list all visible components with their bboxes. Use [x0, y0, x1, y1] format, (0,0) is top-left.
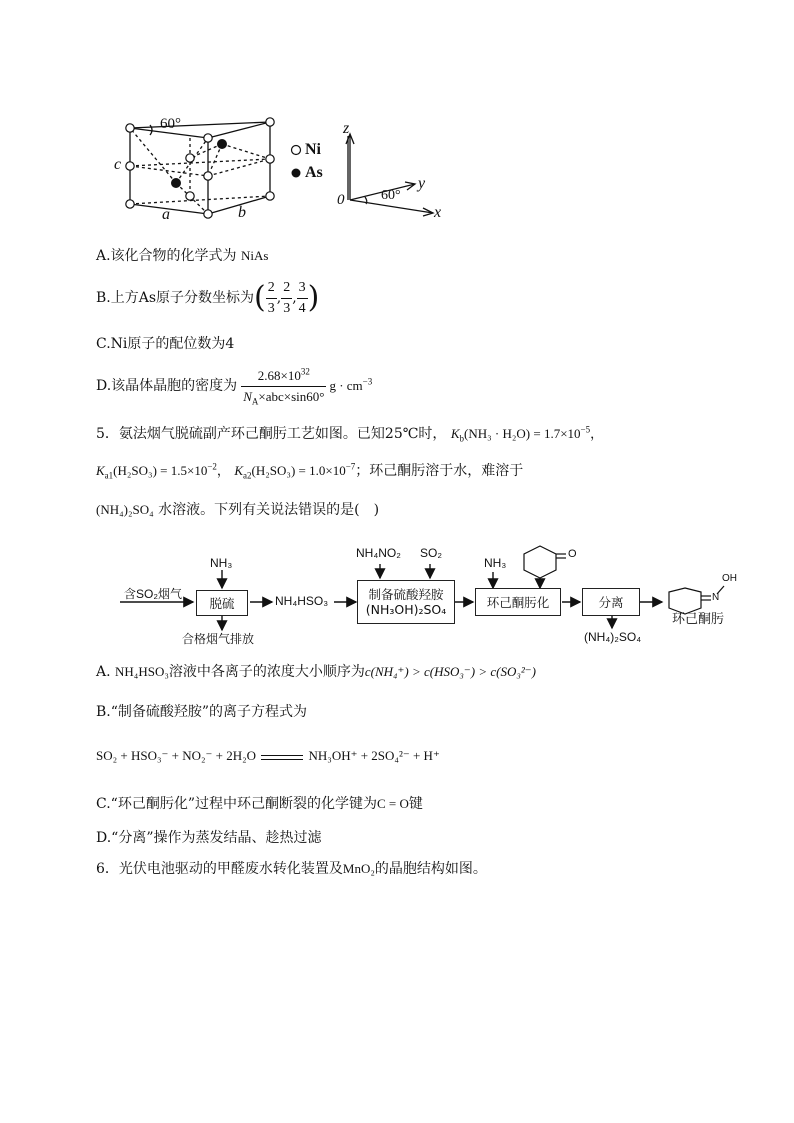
kb-expression: $K_b(NH_3 \cdot H_2O) = 1.7\times 10^{-5}$， [450, 424, 604, 444]
flow-ketone-oxygen: O [568, 548, 577, 560]
flow-oxime-n: N [712, 592, 720, 603]
q5-stem-line2 [96, 461, 523, 481]
q6-stem-text: 6．光伏电池驱动的甲醛废水转化装置及 [96, 861, 343, 877]
equation-equals-sign [261, 755, 303, 760]
q6-formula: MnO₂ [342, 861, 375, 876]
flow-exhaust: 合格烟气排放 [182, 632, 255, 646]
q4-option-a-text: A.该化合物的化学式为 [96, 248, 237, 264]
q5-option-c [96, 794, 423, 814]
flow-nh3-2: NH₃ [484, 556, 507, 570]
flow-nh4hso3: NH₄HSO₃ [275, 594, 329, 608]
q5-ionic-equation [96, 746, 440, 766]
q4-option-c: C.Ni原子的配位数为4 [96, 336, 235, 352]
q5-stem-text: 5．氨法烟气脱硫副产环己酮肟工艺如图。已知25℃时， [96, 426, 447, 442]
q4-option-b-text: B.上方As原子分数坐标为 [96, 290, 255, 306]
flow-input-gas: 含SO₂烟气 [124, 587, 182, 601]
q5-stem-line1 [96, 424, 603, 444]
axis-y-label: y [418, 175, 426, 192]
paren-left: ( [254, 280, 266, 315]
flow-nh4no2: NH₄NO₂ [356, 546, 401, 560]
q5-option-c-bond: C = O [376, 796, 409, 811]
flow-byproduct: (NH₄)₂SO₄ [584, 630, 642, 644]
q5-option-d: D.“分离”操作为蒸发结晶、趁热过滤 [96, 830, 322, 846]
axis-angle-label: 60° [381, 188, 401, 203]
q5-option-b: B.“制备硫酸羟胺”的离子方程式为 [96, 704, 308, 720]
flow-oxime-oh: OH [722, 573, 737, 584]
q5-option-a-formula: NH₄HSO₃ [115, 664, 169, 679]
q4-option-d-text: D.该晶体晶胞的密度为 [96, 378, 238, 394]
axis-origin-label: 0 [337, 192, 345, 208]
coordinate-axes [335, 120, 445, 220]
q5-option-c-tail: 键 [408, 796, 423, 812]
flow-box-desulfurization: 脱硫 [196, 590, 248, 616]
flow-box-hydroxylamine-line2: (NH₃OH)₂SO₄ [365, 602, 447, 617]
q5-stem-line3-tail: 水溶液。下列有关说法错误的是( ) [158, 502, 380, 518]
flow-so2: SO₂ [420, 546, 442, 560]
axis-z-label: z [343, 120, 350, 137]
ammonium-sulfate-formula: (NH₄)₂SO₄ [96, 502, 154, 517]
edge-label-a: a [162, 206, 170, 223]
frac-2: $\frac{2}{3}$ [283, 279, 291, 316]
equation-left: SO₂ + HSO₃⁻ + NO₂⁻ + 2H₂O [96, 748, 257, 763]
flow-product: 环己酮肟 [672, 611, 725, 626]
edge-label-b: b [238, 204, 246, 221]
flow-nh3-1: NH₃ [210, 556, 233, 570]
q4-option-d [96, 364, 372, 408]
edge-label-c: c [114, 156, 122, 173]
flow-box-separation: 分离 [582, 588, 640, 616]
frac-1: $\frac{2}{3}$ [267, 279, 275, 316]
ka2-expression: $K_{a2}(H_2SO_3) = 1.0\times 10^{-7}$ [234, 461, 356, 481]
equation-right: NH₃OH⁺ + 2SO₄²⁻ + H⁺ [308, 748, 440, 763]
density-fraction: $\frac{2.68\times 10^{32}}{N_A\times abc\times\sin 60^\circ}$ [243, 366, 325, 407]
paren-right: ) [307, 280, 320, 315]
q5-option-a [96, 662, 536, 682]
flow-box-oximation: 环己酮肟化 [475, 588, 561, 616]
q4-option-b: B.上方As原子分数坐标为 ( $\frac{2}{3}$ , $\frac{2}{3}$ , $\frac{3}{4}$ ) [96, 278, 319, 318]
q6-stem-tail: 的晶胞结构如图。 [374, 861, 487, 877]
flow-box-hydroxylamine [357, 580, 455, 624]
flow-box-hydroxylamine-line1: 制备硫酸羟胺 [368, 587, 444, 602]
q5-stem-line2-tail: ；环己酮肟溶于水，难溶于 [355, 463, 524, 479]
density-unit: $g \cdot cm^{-3}$ [329, 376, 373, 393]
q5-option-a-prefix: A. [96, 664, 116, 680]
q5-stem-line3 [96, 500, 379, 520]
q5-option-a-expression: c(NH₄⁺) > c(HSO₃⁻) > c(SO₃²⁻) [364, 664, 536, 679]
axis-x-label: x [434, 204, 442, 221]
ka1-expression: $K_{a1}(H_2SO_3) = 1.5\times 10^{-2}$， [96, 461, 230, 481]
legend-as-label: As [305, 164, 323, 181]
frac-3: $\frac{3}{4}$ [298, 279, 306, 316]
q5-option-c-text: C.“环己酮肟化”过程中环己酮断裂的化学键为 [96, 796, 377, 812]
legend-ni-label: Ni [305, 141, 321, 158]
q4-option-a-formula: NiAs [241, 248, 269, 263]
q5-option-a-text: 溶液中各离子的浓度大小顺序为 [168, 664, 365, 680]
angle-label: 60° [160, 116, 181, 132]
q4-option-a [96, 246, 268, 266]
q6-stem [96, 859, 487, 879]
